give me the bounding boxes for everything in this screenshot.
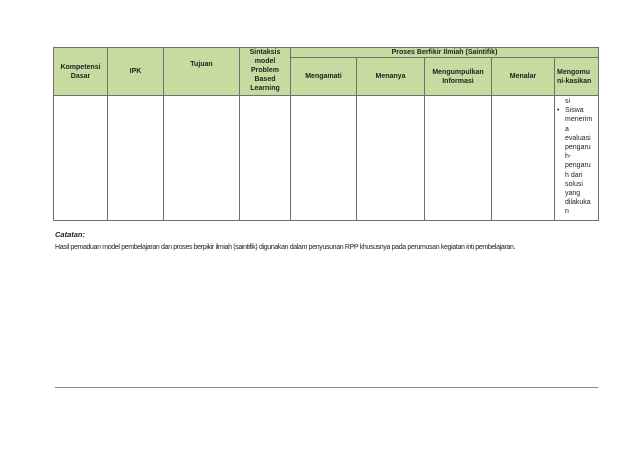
header-mengomunikasikan: Mengomu ni-kasikan [555,58,599,96]
mengomunikasikan-text: si • Siswa menerim a evaluasi pengaru h- pengaru h dari solusi yang dilakuka n [555,96,598,217]
cell-sintaksis [240,96,291,221]
header-mengumpulkan-informasi: Mengumpulkan Informasi [425,58,492,96]
header-sintaksis [240,48,291,96]
cell-mengomunikasikan [555,96,599,221]
cell-menalar [492,96,555,221]
header-proses-berfikir-ilmiah: Proses Berfikir Ilmiah (Saintifik) [291,48,599,58]
header-mengamati: Mengamati [291,58,357,96]
note-text: Hasil pemaduan model pembelajaran dan proses berpikir ilmiah (saintifik) digunakan dalam penyusunan RPP khususnya pada perumusan kegiatan inti pembelajaran. [55,244,516,251]
cell-tujuan [164,96,240,221]
cell-mengumpulkan [425,96,492,221]
cell-menanya [357,96,425,221]
bullet-item: • Siswa [557,107,584,115]
header-tujuan: Tujuan [164,48,240,96]
sintaksis-line: Problem [250,67,279,74]
sintaksis-line: Sintaksis [249,49,281,56]
bullet-icon: • [557,107,560,115]
cell-kompetensi-dasar [54,96,108,221]
footer-divider [55,387,598,388]
header-kompetensi-dasar: Kompetensi Dasar [54,48,108,96]
sintaksis-line: Learning [250,85,280,92]
sintaksis-line: model [254,58,276,65]
cell-mengamati [291,96,357,221]
note-label: Catatan: [55,230,86,239]
header-ipk: IPK [108,48,164,96]
cell-ipk [108,96,164,221]
sintaksis-line: Based [254,76,276,83]
rpp-table [53,47,599,221]
header-menanya: Menanya [357,58,425,96]
header-menalar: Menalar [492,58,555,96]
